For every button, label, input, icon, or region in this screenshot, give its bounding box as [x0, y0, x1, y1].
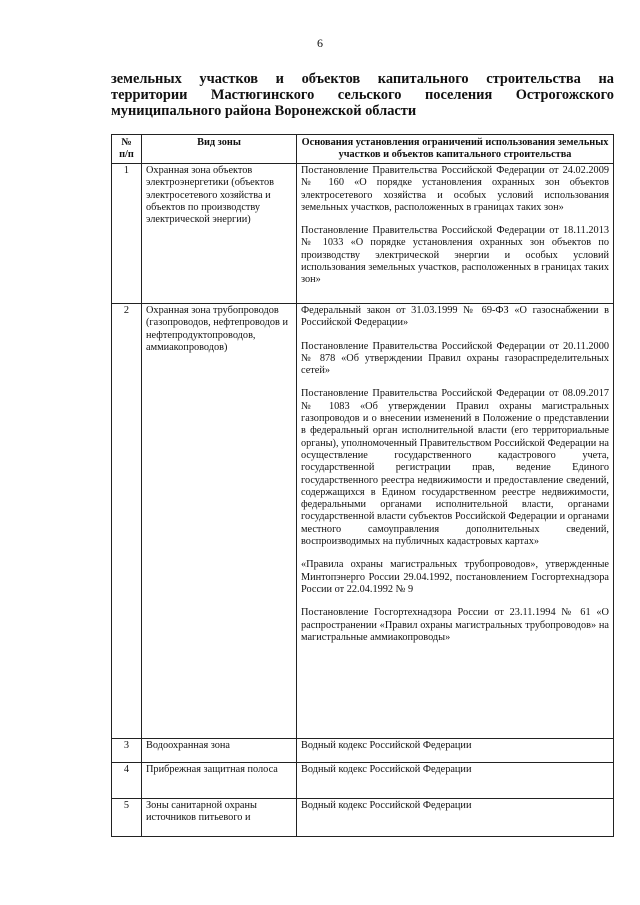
header-number: № п/п: [112, 135, 142, 164]
table-row: [112, 304, 614, 739]
zone-type: Водоохранная зона: [142, 739, 297, 763]
section-heading: [111, 71, 614, 119]
row-number: 4: [112, 763, 142, 799]
table-row: [112, 763, 614, 799]
restrictions-table: [111, 134, 614, 837]
basis-document: Постановление Правительства Российской Федерации от 18.11.2013 № 1033 «О порядке установления охранных зон объектов по производству электрической энергии и особых условий использования земельных участков, расположенных в границах таких зон»: [301, 225, 609, 286]
heading-line: территории Мастюгинского сельского поселения Острогожского: [111, 87, 614, 103]
header-basis: Основания установления ограничений использования земельных участков и объектов капитального строительства: [297, 135, 614, 164]
zone-basis: [297, 799, 614, 837]
heading-line: муниципального района Воронежской области: [111, 103, 417, 119]
basis-document: Постановление Правительства Российской Федерации от 24.02.2009 № 160 «О порядке установления охранных зон объектов электросетевого хозяйства и особых условий использования земельных участков, расположенных в границах таких зон»: [301, 165, 609, 213]
basis-document: «Правила охраны магистральных трубопроводов», утвержденные Минтопэнерго России 29.04.1992, постановлением Госгортехнадзора России от 22.04.1992 № 9: [301, 559, 609, 595]
zone-type: Охранная зона трубопроводов (газопроводов, нефтепроводов и нефтепродуктопроводов, аммиакопроводов): [142, 304, 297, 739]
page-number: 6: [317, 36, 323, 50]
basis-document: Водный кодекс Российской Федерации: [301, 800, 472, 811]
basis-document: Водный кодекс Российской Федерации: [301, 764, 472, 775]
zone-basis: [297, 739, 614, 763]
basis-document: Постановление Правительства Российской Федерации от 08.09.2017 № 1083 «Об утверждении Правил охраны магистральных газопроводов и о внесении изменений в Положение о представлении в федеральный орган исполнительной власти (его территориальные органы), уполномоченный Правительством Российской Федерации на осуществление государственного кадастрового учета, государственной регистрации прав, ведение Единого государственного реестра недвижимости и предоставление сведений, содержащихся в Едином государственном реестре недвижимости, федеральными органами исполнительной власти, органами государственной власти субъектов Российской Федерации и органами местного самоуправления дополнительных сведений, воспроизводимых на публичных кадастровых картах»: [301, 388, 609, 548]
zone-type: Зоны санитарной охраны источников питьевого и: [142, 799, 297, 837]
zone-basis: [297, 304, 614, 739]
table-header-row: [112, 135, 614, 164]
row-number: 1: [112, 164, 142, 304]
basis-document: Постановление Правительства Российской Федерации от 20.11.2000 № 878 «Об утверждении Правил охраны газораспределительных сетей»: [301, 340, 609, 377]
table-row: [112, 164, 614, 304]
basis-document: Водный кодекс Российской Федерации: [301, 740, 472, 751]
zone-basis: [297, 763, 614, 799]
table-row: [112, 739, 614, 763]
zone-type: Прибрежная защитная полоса: [142, 763, 297, 799]
row-number: 5: [112, 799, 142, 837]
row-number: 2: [112, 304, 142, 739]
basis-document: Постановление Госгортехнадзора России от 23.11.1994 № 61 «О распространении «Правил охраны магистральных трубопроводов» на магистральные аммиакопроводы»: [301, 607, 609, 643]
row-number: 3: [112, 739, 142, 763]
heading-line: земельных участков и объектов капитального строительства на: [111, 71, 614, 87]
table-row: [112, 799, 614, 837]
zone-basis: [297, 164, 614, 304]
zone-type: Охранная зона объектов электроэнергетики (объектов электросетевого хозяйства и объектов по производству электрической энергии): [142, 164, 297, 304]
basis-document: Федеральный закон от 31.03.1999 № 69-ФЗ «О газоснабжении в Российской Федерации»: [301, 305, 609, 329]
header-zone-type: Вид зоны: [142, 135, 297, 164]
